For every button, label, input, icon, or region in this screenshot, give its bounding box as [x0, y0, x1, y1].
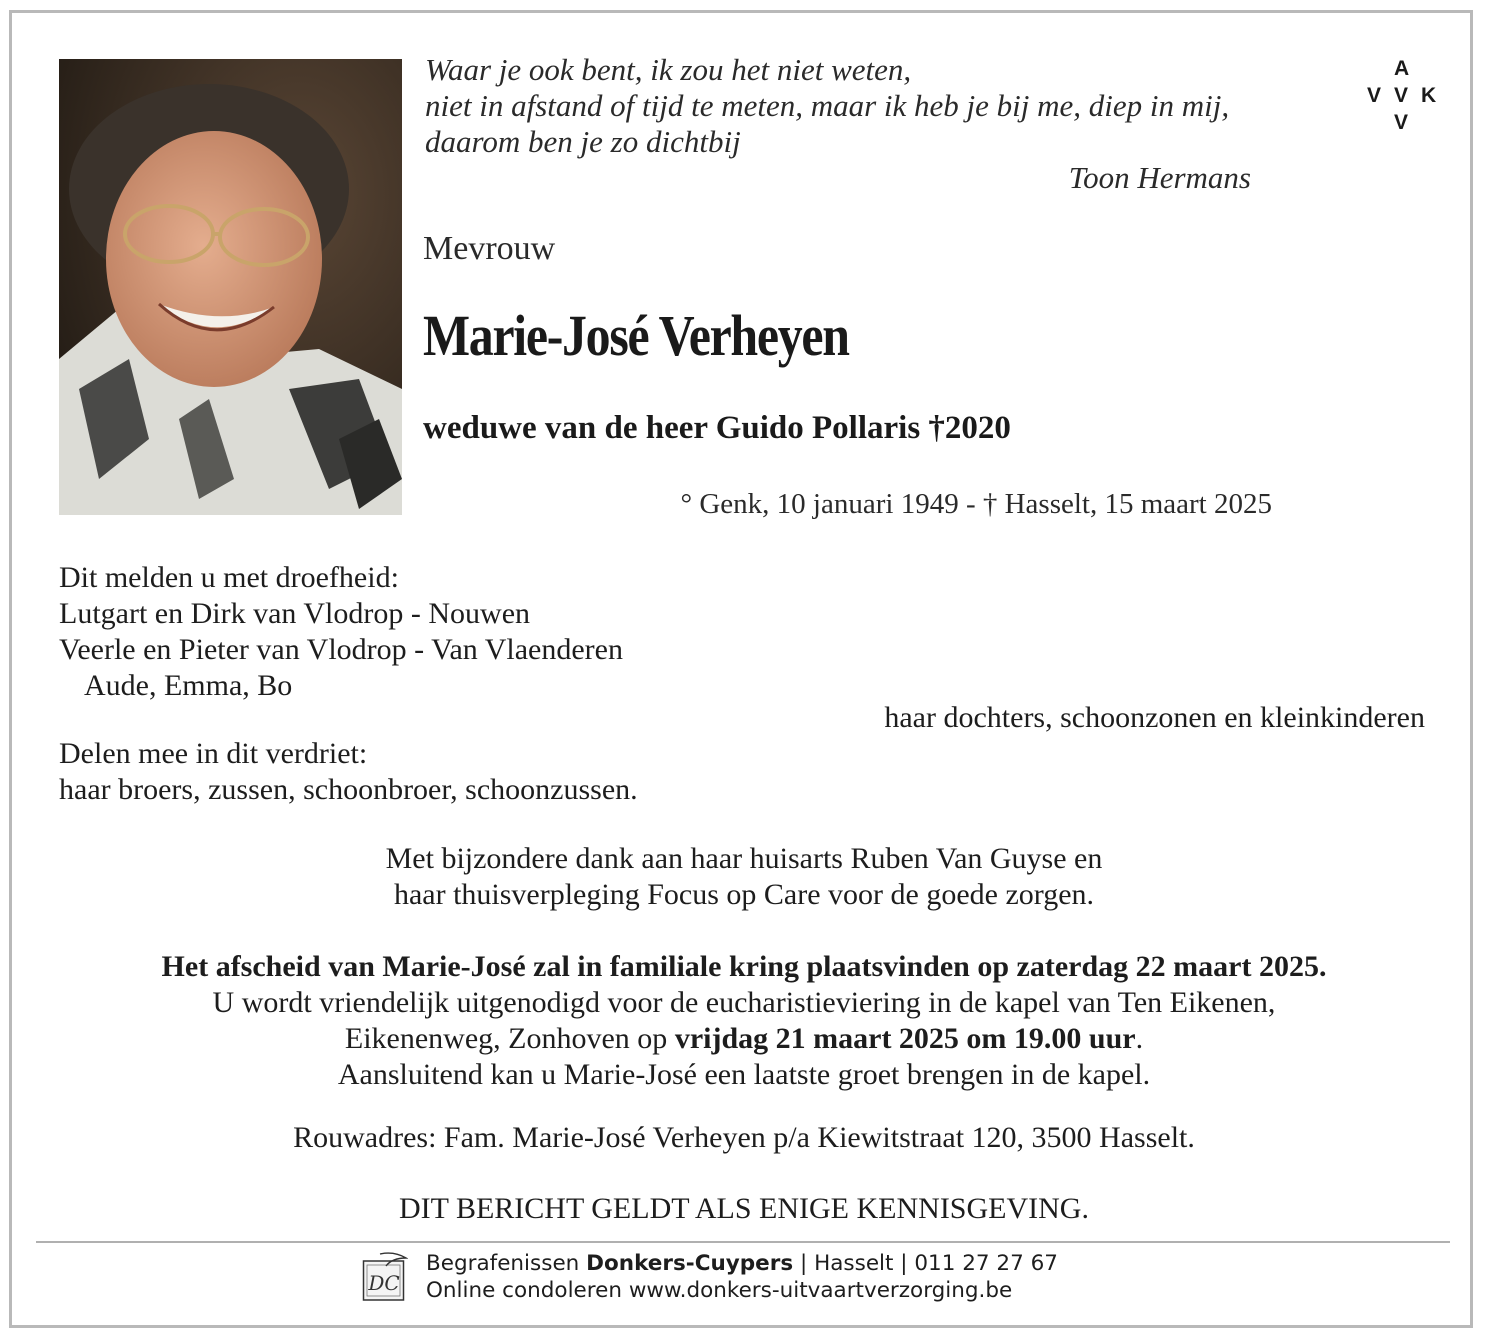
footer-divider	[36, 1241, 1450, 1243]
thanks-line: Met bijzondere dank aan haar huisarts Ruben Van Guyse en	[385, 842, 1103, 875]
family-line: Lutgart en Dirk van Vlodrop - Nouwen	[59, 597, 531, 630]
widow-of: weduwe van de heer Guido Pollaris †2020	[423, 410, 1011, 446]
portrait-image	[59, 59, 402, 515]
grandchildren: Aude, Emma, Bo	[84, 669, 293, 702]
announcement-intro: Dit melden u met droefheid:	[59, 561, 399, 594]
birth-death-dates: ° Genk, 10 januari 1949 - † Hasselt, 15 maart 2025	[680, 488, 1272, 520]
logo-letter-top: A	[1394, 57, 1410, 80]
funeral-home-info	[426, 1250, 1058, 1304]
share-list: haar broers, zussen, schoonbroer, schoonzussen.	[59, 773, 638, 806]
logo-letter-bottom: V	[1394, 111, 1409, 134]
thanks-line: haar thuisverpleging Focus op Care voor de goede zorgen.	[393, 878, 1095, 911]
poem-author: Toon Hermans	[1068, 160, 1251, 195]
farewell-line: U wordt vriendelijk uitgenodigd voor de eucharistieviering in de kapel van Ten Eikenen,	[212, 986, 1276, 1019]
thanks-block	[40, 841, 1448, 913]
farewell-line-suffix: .	[1135, 1022, 1144, 1055]
footer-prefix: Begrafenissen	[426, 1251, 587, 1276]
official-notice: DIT BERICHT GELDT ALS ENIGE KENNISGEVING.	[399, 1192, 1089, 1225]
mourning-address: Rouwadres: Fam. Marie-José Verheyen p/a Kiewitstraat 120, 3500 Hasselt.	[293, 1121, 1195, 1154]
family-relation: haar dochters, schoonzonen en kleinkinderen	[884, 701, 1425, 734]
poem-line: Waar je ook bent, ik zou het niet weten,	[425, 52, 912, 87]
funeral-home-name: Donkers-Cuypers	[586, 1251, 794, 1276]
deceased-name: Marie-José Verheyen	[423, 303, 849, 368]
funeral-home-details: | Hasselt | 011 27 27 67	[793, 1251, 1058, 1276]
poem-line: daarom ben je zo dichtbij	[425, 124, 741, 159]
online-condolence: Online condoleren www.donkers-uitvaartverzorging.be	[426, 1278, 1013, 1303]
share-grief	[59, 736, 638, 808]
farewell-block	[40, 949, 1448, 1093]
poem-line: niet in afstand of tijd te meten, maar ik heb je bij me, diep in mij,	[425, 88, 1230, 123]
vvk-cross-logo	[1362, 56, 1442, 134]
logo-letter-right: K	[1421, 84, 1437, 107]
family-announcement	[59, 560, 623, 704]
share-intro: Delen mee in dit verdriet:	[59, 737, 368, 770]
logo-letter-center: V	[1394, 84, 1409, 107]
family-line: Veerle en Pieter van Vlodrop - Van Vlaenderen	[59, 633, 623, 666]
honorific: Mevrouw	[423, 230, 556, 267]
funeral-home-logo-icon	[362, 1252, 408, 1302]
portrait-photo	[59, 59, 402, 515]
logo-letter-left: V	[1367, 84, 1382, 107]
farewell-line-prefix: Eikenenweg, Zonhoven op	[344, 1022, 675, 1055]
mass-datetime: vrijdag 21 maart 2025 om 19.00 uur	[674, 1022, 1136, 1055]
farewell-heading: Het afscheid van Marie-José zal in familiale kring plaatsvinden op zaterdag 22 maart 2025.	[161, 950, 1327, 983]
farewell-line	[40, 1021, 1448, 1057]
poem	[425, 52, 1229, 160]
farewell-line: Aansluitend kan u Marie-José een laatste groet brengen in de kapel.	[337, 1058, 1151, 1091]
logo-monogram: DC	[368, 1271, 400, 1295]
